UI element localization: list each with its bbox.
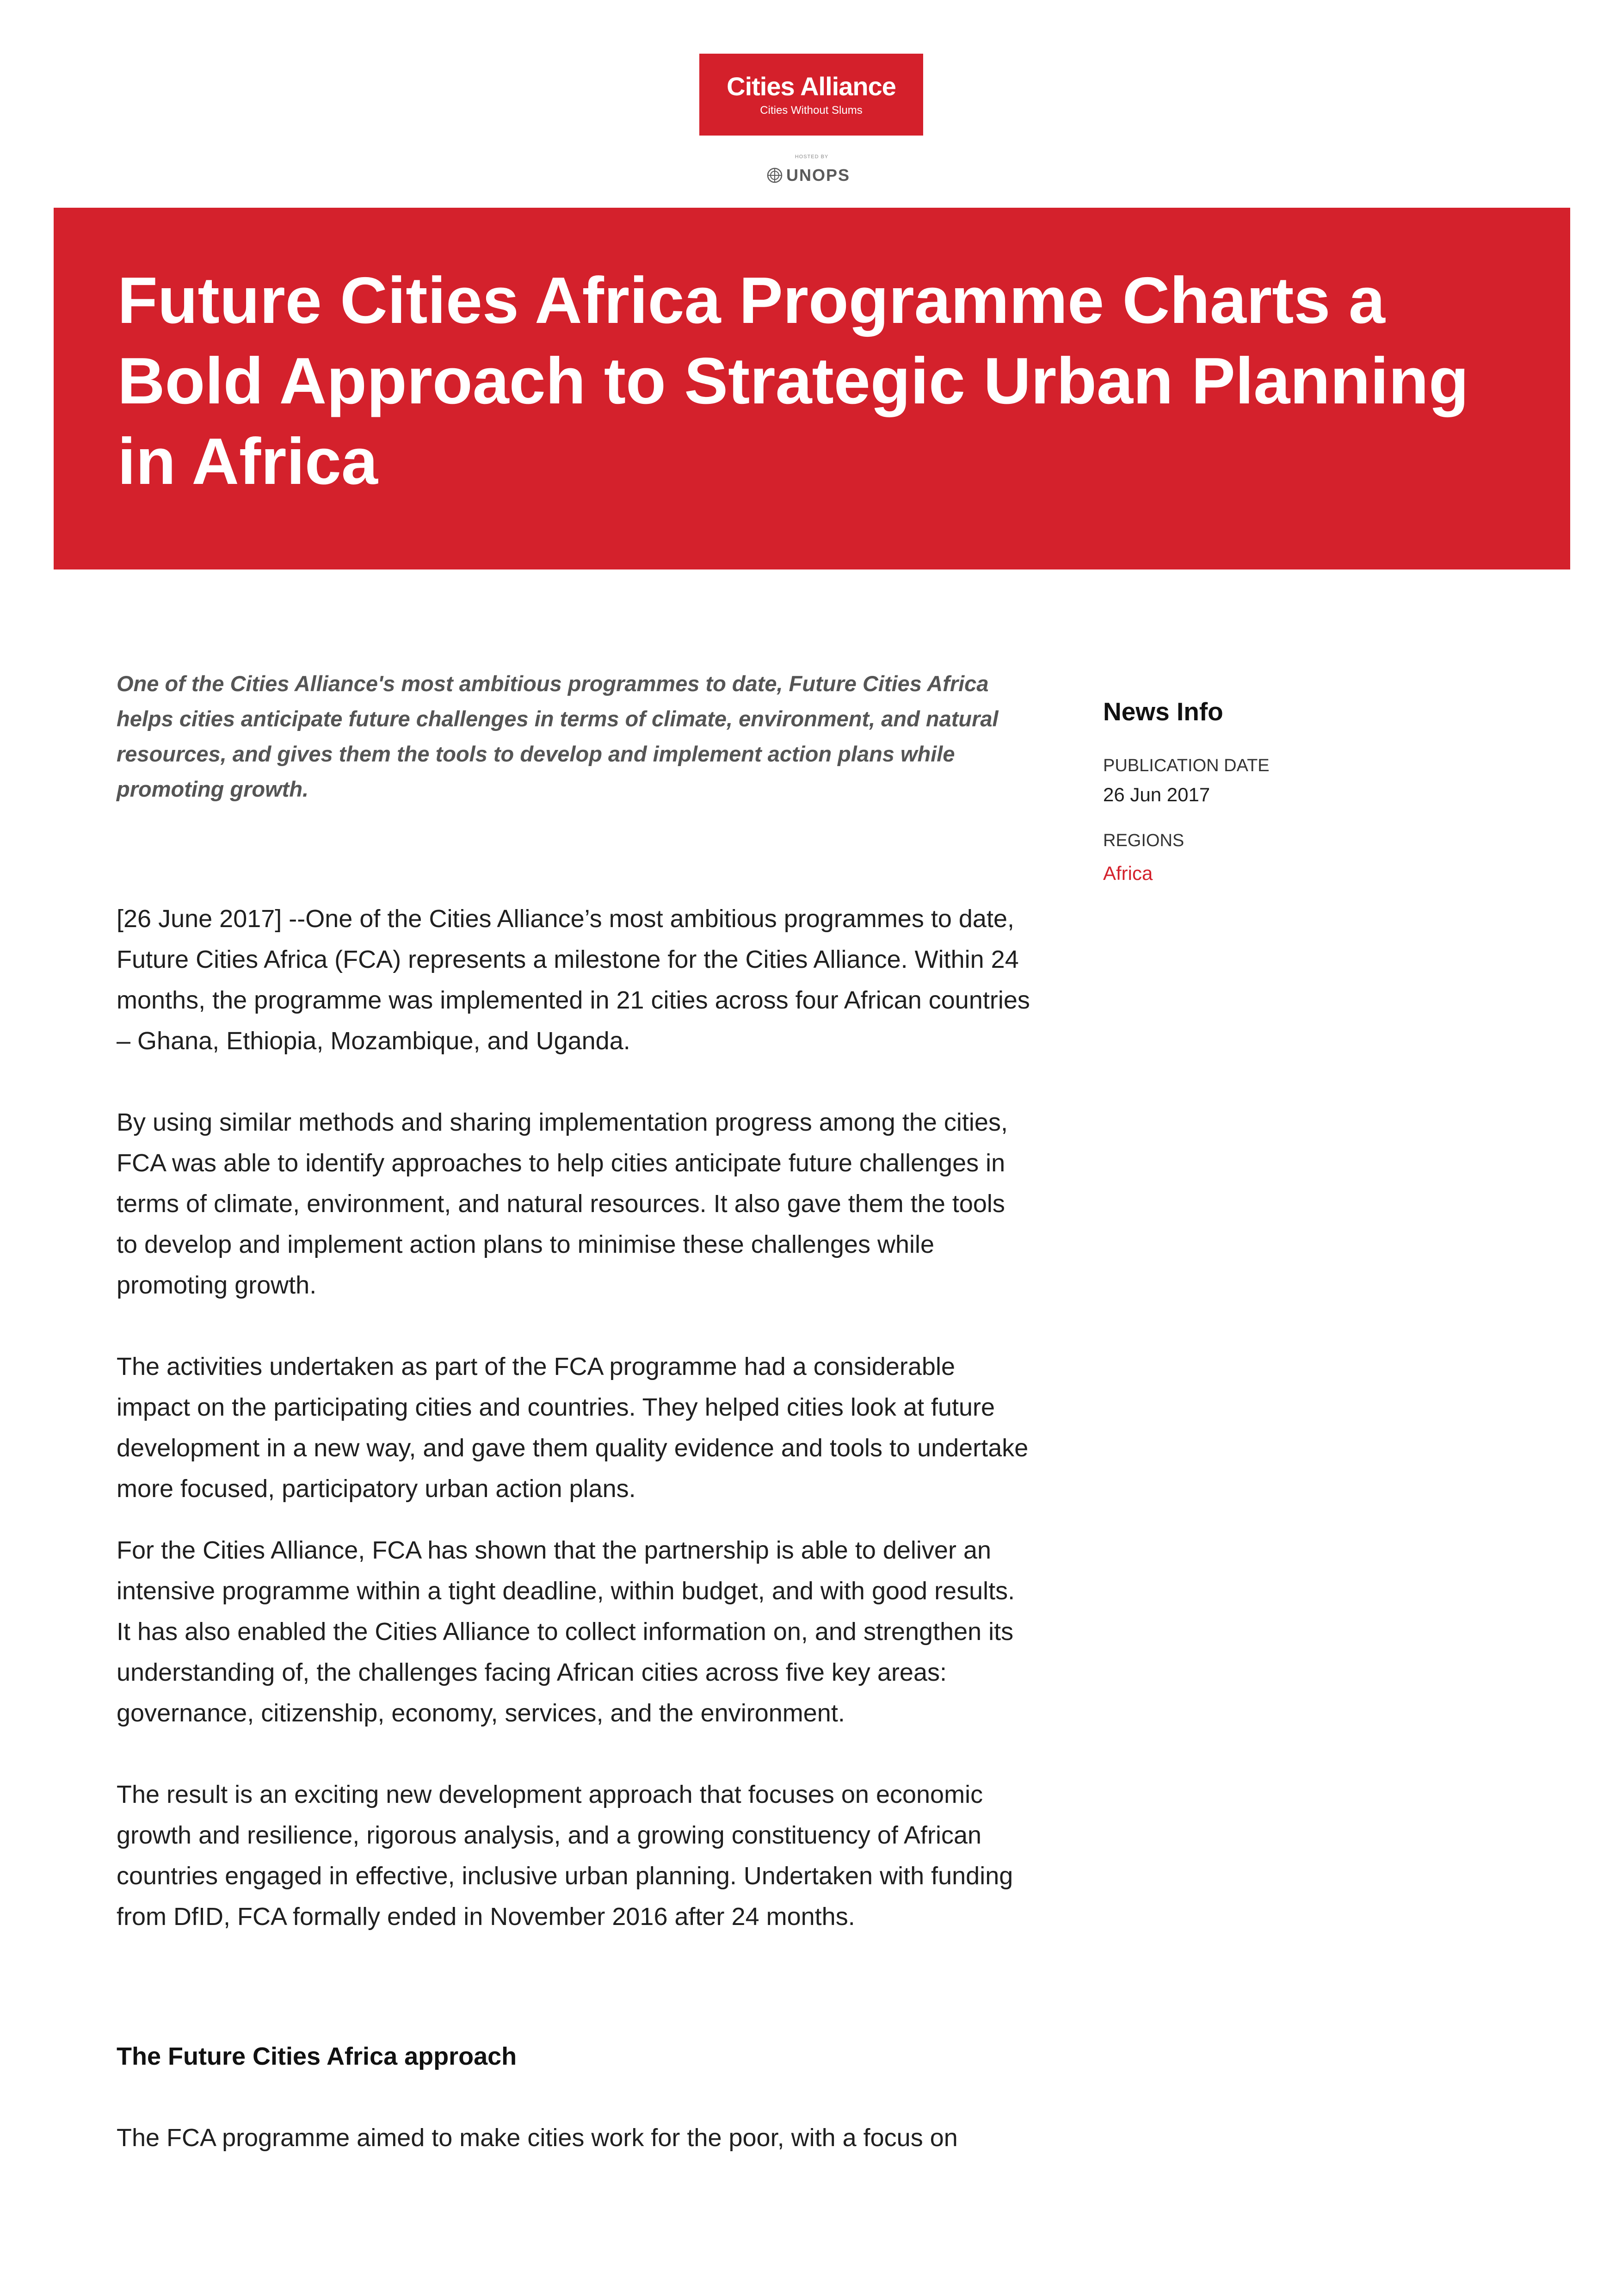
article-paragraph: The activities undertaken as part of the FCA programme had a considerable impact on the participating cities and countries. They helped cities look at future development in a new way, and gave them quality evidence and tools to undertake more focused, participatory urban action plans. xyxy=(117,1353,1029,1503)
article-body xyxy=(117,666,1032,2158)
logo-tagline: Cities Without Slums xyxy=(760,104,863,117)
logo-title: Cities Alliance xyxy=(727,71,896,101)
article-lede: One of the Cities Alliance's most ambitious programmes to date, Future Cities Africa helps cities anticipate future challenges in terms of climate, environment, and natural resources, and gives them the tools to develop and implement action plans while promoting growth. xyxy=(117,671,999,801)
unops-wordmark: UNOPS xyxy=(786,166,851,185)
news-info-sidebar xyxy=(1103,693,1473,886)
article-paragraph: [26 June 2017] --One of the Cities Alliance’s most ambitious programmes to date, Future Cities Africa (FCA) represents a milestone for the Cities Alliance. Within 24 months, the programme was implemented in 21 cities across four African countries – Ghana, Ethiopia, Mozambique, and Uganda. xyxy=(117,905,1030,1055)
un-emblem-icon xyxy=(767,167,783,183)
region-link-africa[interactable]: Africa xyxy=(1103,862,1153,884)
regions-label: REGIONS xyxy=(1103,831,1184,850)
title-banner xyxy=(54,208,1570,569)
article-paragraph: The result is an exciting new development approach that focuses on economic growth and resilience, rigorous analysis, and a growing constituency of African countries engaged in effective, inclusive urban planning. Undertaken with funding from DfID, FCA formally ended in November 2016 after 24 months. xyxy=(117,1781,1013,1931)
unops-logo[interactable] xyxy=(767,166,850,185)
section-heading: The Future Cities Africa approach xyxy=(117,2042,517,2070)
hosted-by-label: HOSTED BY xyxy=(795,154,829,160)
article-paragraph: For the Cities Alliance, FCA has shown that the partnership is able to deliver an intensive programme within a tight deadline, within budget, and with good results. It has also enabled the Cities Alliance to collect information on, and strengthen its understanding of, the challenges facing African cities across five key areas: governance, citizenship, economy, services, and the environment. xyxy=(117,1536,1015,1727)
cities-alliance-logo[interactable] xyxy=(699,54,923,136)
news-info-title: News Info xyxy=(1103,697,1223,726)
page-title: Future Cities Africa Programme Charts a Bold Approach to Strategic Urban Planning in Africa xyxy=(117,264,1469,498)
publication-date-value: 26 Jun 2017 xyxy=(1103,784,1210,805)
publication-date-label: PUBLICATION DATE xyxy=(1103,756,1270,775)
article-paragraph: The FCA programme aimed to make cities work for the poor, with a focus on xyxy=(117,2124,958,2152)
article-paragraph: By using similar methods and sharing implementation progress among the cities, FCA was able to identify approaches to help cities anticipate future challenges in terms of climate, environment, and natural resources. It also gave them the tools to develop and implement action plans to minimise these challenges while promoting growth. xyxy=(117,1108,1008,1299)
